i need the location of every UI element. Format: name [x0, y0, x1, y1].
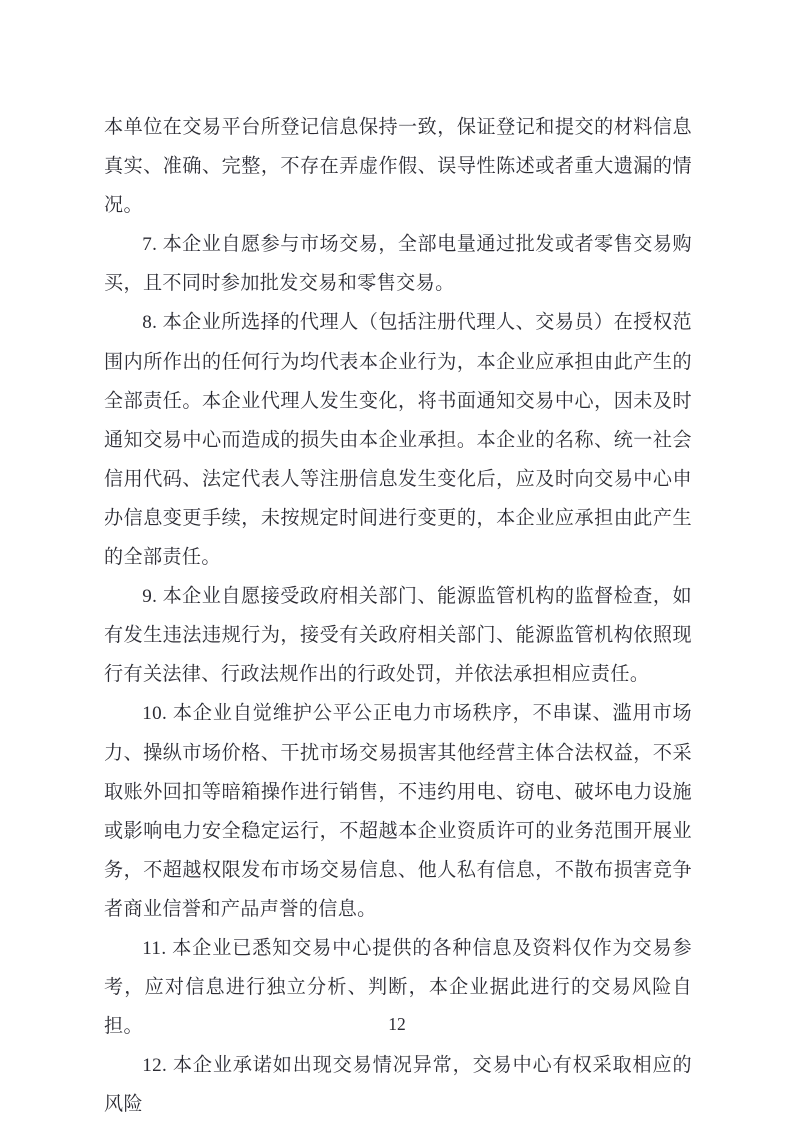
paragraph-item-11: 11. 本企业已悉知交易中心提供的各种信息及资料仅作为交易参考，应对信息进行独立分析、判断，本企业据此进行的交易风险自担。 — [104, 937, 692, 1038]
document-body — [104, 108, 692, 1124]
paragraph-item-9: 9. 本企业自愿接受政府相关部门、能源监管机构的监督检查，如有发生违法违规行为，接受有关政府相关部门、能源监管机构依照现行有关法律、行政法规作出的行政处罚，并依法承担相应责任。 — [104, 586, 692, 686]
paragraph-item-10: 10. 本企业自觉维护公平公正电力市场秩序，不串谋、滥用市场力、操纵市场价格、干扰市场交易损害其他经营主体合法权益，不采取账外回扣等暗箱操作进行销售，不违约用电、窃电、破坏电力设施或影响电力安全稳定运行，不超越本企业资质许可的业务范围开展业务，不超越权限发布市场交易信息、他人私有信息，不散布损害竞争者商业信誉和产品声誉的信息。 — [104, 703, 692, 920]
page-number: 12 — [388, 1014, 406, 1034]
paragraph-continuation: 本单位在交易平台所登记信息保持一致，保证登记和提交的材料信息真实、准确、完整，不存在弄虚作假、误导性陈述或者重大遗漏的情况。 — [104, 117, 692, 217]
paragraph-item-8: 8. 本企业所选择的代理人（包括注册代理人、交易员）在授权范围内所作出的任何行为均代表本企业行为，本企业应承担由此产生的全部责任。本企业代理人发生变化，将书面通知交易中心，因未及时通知交易中心而造成的损失由本企业承担。本企业的名称、统一社会信用代码、法定代表人等注册信息发生变化后，应及时向交易中心申办信息变更手续，未按规定时间进行变更的，本企业应承担由此产生的全部责任。 — [104, 312, 692, 569]
paragraph-item-7: 7. 本企业自愿参与市场交易，全部电量通过批发或者零售交易购买，且不同时参加批发交易和零售交易。 — [104, 234, 692, 295]
paragraph-item-12: 12. 本企业承诺如出现交易情况异常，交易中心有权采取相应的风险 — [104, 1055, 692, 1116]
